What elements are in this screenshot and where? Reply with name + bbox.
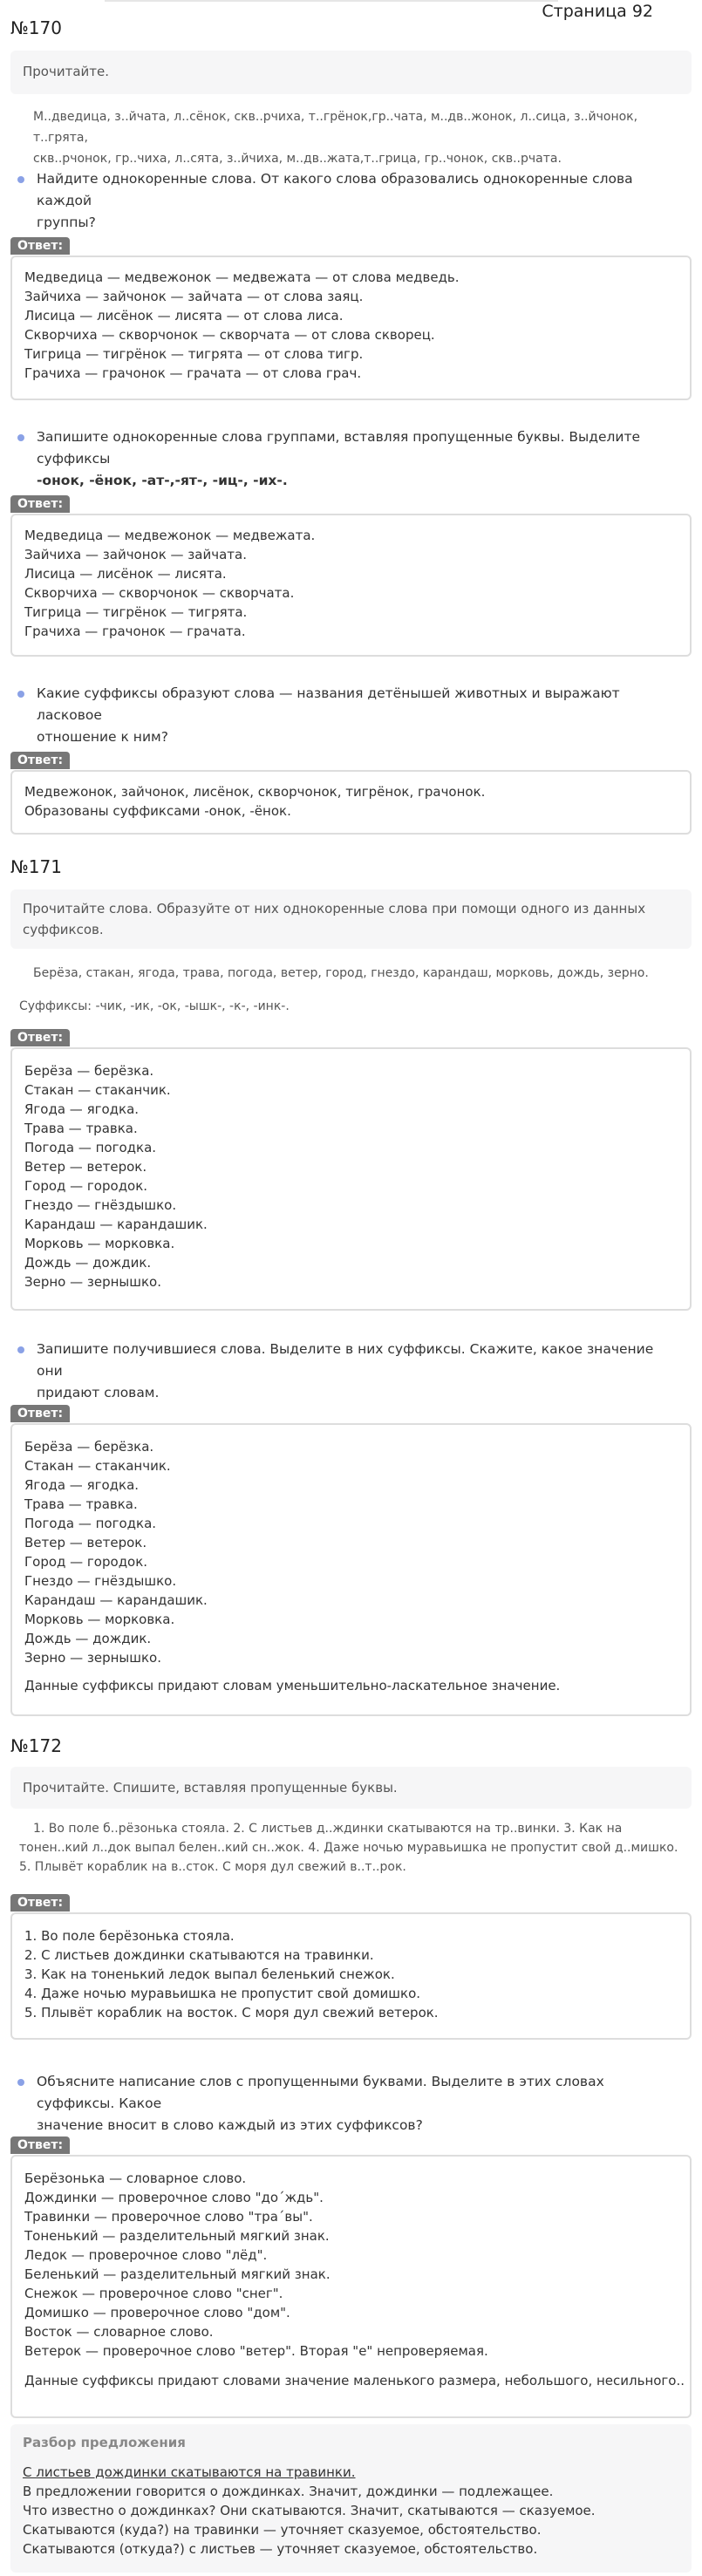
answer-line: Лисица — лисёнок — лисята — от слова лиса. — [24, 308, 344, 324]
answer-label: Ответ: — [10, 237, 70, 255]
words-line: скв..рчонок, гр..чиха, л..сята, з..йчиха, м..дв..жата,т..грица, гр..чонок, скв..рчата. — [33, 152, 562, 166]
answer-line: 2. С листьев дождинки скатываются на травинки. — [24, 1947, 374, 1963]
question-2 — [37, 426, 676, 492]
question-line: Какие суффиксы образуют слова — названия детёнышей животных и выражают ласковое — [37, 685, 620, 723]
answer-line: Гнездо — гнёздышко. — [24, 1573, 177, 1589]
answer-line: Медвежонок, зайчонок, лисёнок, скворчонок, тигрёнок, грачонок. — [24, 784, 486, 800]
answer-line: Зерно — зернышко. — [24, 1274, 161, 1290]
task-text: Прочитайте. Спишите, вставляя пропущенные буквы. — [23, 1780, 398, 1796]
question-2 — [37, 1339, 676, 1404]
answer-line: Скворчиха — скворчонок — скворчата. — [24, 585, 295, 601]
task-text: Прочитайте слова. Образуйте от них однокоренные слова при помощи одного из данных — [23, 901, 646, 917]
exercise-170-words — [33, 106, 683, 169]
answer-box — [10, 1047, 692, 1311]
answer-line: Тигрица — тигрёнок — тигрята. — [24, 604, 248, 620]
page-number: Страница 92 — [542, 2, 653, 21]
question-line: -онок, -ёнок, -ат-,-ят-, -иц-, -их-. — [37, 473, 288, 488]
answer-box — [10, 1912, 692, 2040]
words-line: М..дведица, з..йчата, л..сёнок, скв..рчиха, т..грёнок,гр..чата, м..дв..жонок, л..сица, з..йчонок, т..грята, — [33, 110, 638, 145]
answer-line: Зайчиха — зайчонок — зайчата — от слова заяц. — [24, 289, 364, 304]
answer-line: Лисица — лисёнок — лисята. — [24, 566, 227, 582]
answer-line: Ветер — ветерок. — [24, 1535, 147, 1550]
answer-line: Ветер — ветерок. — [24, 1159, 147, 1175]
question-1 — [37, 168, 676, 234]
answer-label: Ответ: — [10, 1405, 70, 1422]
question-line: придают словам. — [37, 1385, 160, 1400]
answer-label: Ответ: — [10, 1029, 70, 1046]
answer-line: Домишко — проверочное слово "дом". — [24, 2305, 290, 2320]
exercise-171-words: Берёза, стакан, ягода, трава, погода, ветер, город, гнездо, карандаш, морковь, дождь, зерно. — [33, 966, 649, 980]
answer-line: Медведица — медвежонок — медвежата. — [24, 528, 316, 543]
answer-line: 1. Во поле берёзонька стояла. — [24, 1928, 235, 1944]
exercise-172-text — [19, 1819, 683, 1877]
question-line: значение вносит в слово каждый из этих суффиксов? — [37, 2117, 423, 2133]
task-text: Прочитайте. — [23, 64, 110, 79]
bullet-icon — [17, 1346, 24, 1353]
text-line: 5. Плывёт кораблик на в..сток. С моря дул свежий в..т..рок. — [19, 1860, 406, 1874]
answer-line: Зерно — зернышко. — [24, 1650, 161, 1666]
answer-line: Стакан — стаканчик. — [24, 1082, 171, 1098]
answer-label: Ответ: — [10, 495, 70, 513]
answer-line: Тигрица — тигрёнок — тигрята — от слова тигр. — [24, 346, 364, 362]
answer-line: Ветерок — проверочное слово "ветер". Вторая "е" непроверяемая. — [24, 2343, 488, 2359]
question-line: Объясните написание слов с пропущенными буквами. Выделите в этих словах суффиксы. Какое — [37, 2074, 604, 2111]
answer-line: Дождь — дождик. — [24, 1631, 152, 1646]
exercise-172-task — [10, 1767, 692, 1809]
answer-line: Берёзонька — словарное слово. — [24, 2171, 247, 2186]
answer-line: Берёза — берёзка. — [24, 1063, 154, 1079]
answer-line: Ягода — ягодка. — [24, 1101, 140, 1117]
question-2 — [37, 2071, 676, 2136]
exercise-171-number: №171 — [10, 856, 62, 877]
answer-line: Образованы суффиксами -онок, -ёнок. — [24, 803, 291, 819]
answer-box — [10, 1423, 692, 1716]
answer-line: Погода — погодка. — [24, 1516, 157, 1531]
answer-line: Берёза — берёзка. — [24, 1439, 154, 1455]
answer-box — [10, 514, 692, 657]
exercise-170-number: №170 — [10, 17, 62, 38]
text-line: 1. Во поле б..рёзонька стояла. 2. С листьев д..ждинки скатываются на тр..винки. 3. Как на — [33, 1822, 623, 1836]
answer-box — [10, 2155, 692, 2418]
answer-line: Восток — словарное слово. — [24, 2324, 214, 2340]
exercise-170-task — [10, 51, 692, 94]
answer-line: Травинки — проверочное слово "тра´вы". — [24, 2209, 313, 2225]
answer-label: Ответ: — [10, 2136, 70, 2154]
question-line: группы? — [37, 215, 96, 230]
answer-line: Грачиха — грачонок — грачата — от слова грач. — [24, 365, 362, 381]
exercise-171-task — [10, 889, 692, 949]
parse-line: Что известно о дождинках? Они скатываются. Значит, скатываются — сказуемое. — [23, 2503, 596, 2518]
answer-line: Снежок — проверочное слово "снег". — [24, 2286, 283, 2301]
answer-line: 4. Даже ночью муравьишка не пропустит свой домишко. — [24, 1986, 421, 2001]
question-line: Запишите получившиеся слова. Выделите в них суффиксы. Скажите, какое значение они — [37, 1341, 654, 1379]
exercise-172-number: №172 — [10, 1735, 62, 1756]
text-line: тонен..кий л..док выпал белен..кий сн..жок. 4. Даже ночью муравьишка не пропустит свой д..мишко. — [19, 1841, 678, 1855]
answer-line: Тоненький — разделительный мягкий знак. — [24, 2228, 330, 2244]
answer-line: Карандаш — карандашик. — [24, 1592, 208, 1608]
answer-line: Погода — погодка. — [24, 1140, 157, 1155]
answer-line: Карандаш — карандашик. — [24, 1216, 208, 1232]
answer-line: 3. Как на тоненький ледок выпал беленький снежок. — [24, 1966, 395, 1982]
parse-line: В предложении говорится о дождинках. Значит, дождинки — подлежащее. — [23, 2484, 554, 2499]
bullet-icon — [17, 691, 24, 698]
bullet-icon — [17, 434, 24, 441]
answer-line: Беленький — разделительный мягкий знак. — [24, 2266, 331, 2282]
answer-line: Ягода — ягодка. — [24, 1477, 140, 1493]
answer-line: Зайчиха — зайчонок — зайчата. — [24, 547, 247, 562]
answer-line: Гнездо — гнёздышко. — [24, 1197, 177, 1213]
answer-label: Ответ: — [10, 1894, 70, 1912]
sentence-parse-box — [10, 2424, 692, 2573]
answer-line: Город — городок. — [24, 1178, 148, 1194]
answer-line: Стакан — стаканчик. — [24, 1458, 171, 1474]
parse-sentence: С листьев дождинки скатываются на травинки. — [23, 2464, 356, 2480]
answer-line: Грачиха — грачонок — грачата. — [24, 624, 246, 639]
answer-line: 5. Плывёт кораблик на восток. С моря дул свежий ветерок. — [24, 2005, 439, 2021]
bullet-icon — [17, 176, 24, 183]
answer-line: Дождинки — проверочное слово "до´ждь". — [24, 2190, 324, 2205]
answer-box — [10, 770, 692, 835]
answer-line: Ледок — проверочное слово "лёд". — [24, 2247, 268, 2263]
question-line: Запишите однокоренные слова группами, вставляя пропущенные буквы. Выделите суффиксы — [37, 429, 641, 467]
answer-note: Данные суффиксы придают словам уменьшительно-ласкательное значение. — [24, 1678, 561, 1693]
answer-line: Морковь — морковка. — [24, 1612, 175, 1627]
bullet-icon — [17, 2079, 24, 2086]
top-divider — [105, 0, 558, 2]
answer-note: Данные суффиксы придают словами значение маленького размера, небольшого, несильного.. — [24, 2373, 685, 2389]
question-line: Найдите однокоренные слова. От какого слова образовались однокоренные слова каждой — [37, 171, 633, 208]
parse-title: Разбор предложения — [23, 2435, 186, 2450]
answer-line: Скворчиха — скворчонок — скворчата — от слова скворец. — [24, 327, 435, 343]
answer-line: Морковь — морковка. — [24, 1236, 175, 1251]
answer-line: Трава — травка. — [24, 1496, 138, 1512]
answer-line: Трава — травка. — [24, 1121, 138, 1136]
question-line: отношение к ним? — [37, 729, 168, 745]
question-3 — [37, 683, 676, 748]
parse-line: Скатываются (куда?) на травинки — уточняет сказуемое, обстоятельство. — [23, 2522, 542, 2538]
exercise-171-suffixes: Суффиксы: -чик, -ик, -ок, -ышк-, -к-, -инк-. — [19, 999, 290, 1013]
parse-line: Скатываются (откуда?) с листьев — уточняет сказуемое, обстоятельство. — [23, 2541, 538, 2557]
task-text: суффиксов. — [23, 922, 104, 937]
answer-line: Медведица — медвежонок — медвежата — от слова медведь. — [24, 269, 460, 285]
answer-line: Дождь — дождик. — [24, 1255, 152, 1271]
answer-label: Ответ: — [10, 752, 70, 769]
answer-line: Город — городок. — [24, 1554, 148, 1570]
answer-box — [10, 256, 692, 400]
